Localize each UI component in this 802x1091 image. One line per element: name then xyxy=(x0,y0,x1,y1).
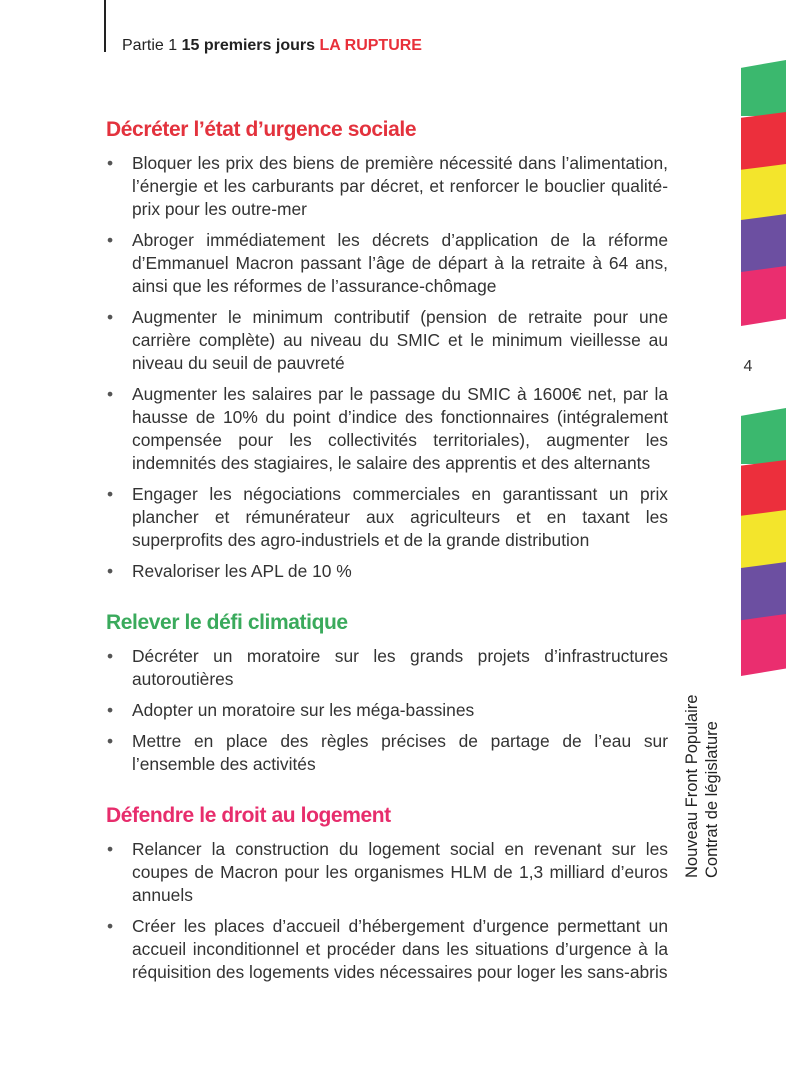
header-accent: LA RUPTURE xyxy=(319,37,422,54)
bullet-list xyxy=(106,645,668,776)
header-rule xyxy=(104,0,106,52)
side-caption-line1: Nouveau Front Populaire xyxy=(683,694,701,878)
running-header xyxy=(122,36,422,56)
section-defi-climatique xyxy=(106,609,668,776)
color-band-purple xyxy=(741,214,786,274)
header-title: 15 premiers jours xyxy=(181,37,315,54)
bullet-list xyxy=(106,838,668,984)
list-item: • Mettre en place des règles précises de partage de l’eau sur l’ensemble des activités xyxy=(106,730,668,776)
section-title: Décréter l’état d’urgence sociale xyxy=(106,118,417,141)
list-item: • Relancer la construction du logement social en revenant sur les coupes de Macron pour les organismes HLM de 1,3 milliard d’euros annuels xyxy=(106,838,668,907)
list-item: • Abroger immédiatement les décrets d’application de la réforme d’Emmanuel Macron passant l’âge de départ à la retraite à 64 ans, ainsi que les réformes de l’assurance-chômage xyxy=(106,229,668,298)
color-band-yellow xyxy=(741,164,786,222)
color-band-pink xyxy=(741,266,786,326)
list-item: • Décréter un moratoire sur les grands projets d’infrastructures autoroutières xyxy=(106,645,668,691)
list-item: • Bloquer les prix des biens de première nécessité dans l’alimentation, l’énergie et les carburants par décret, et renforcer le bouclier qualité-prix pour les outre-mer xyxy=(106,152,668,221)
list-item: • Engager les négociations commerciales en garantissant un prix plancher et rémunérateur aux agriculteurs et en taxant les superprofits des agro-industriels et de la grande distribution xyxy=(106,483,668,552)
section-droit-logement xyxy=(106,802,668,984)
color-band-green xyxy=(741,60,786,116)
section-title: Relever le défi climatique xyxy=(106,611,348,634)
color-band-green-2 xyxy=(741,408,786,464)
page-number: 4 xyxy=(743,358,753,375)
list-item: • Créer les places d’accueil d’hébergement d’urgence permettant un accueil inconditionnel et procéder dans les situations d’urgence à la réquisition des logements vides nécessaires pour loger les sans-abris xyxy=(106,915,668,984)
section-title: Défendre le droit au logement xyxy=(106,804,391,827)
side-caption xyxy=(682,658,722,878)
list-item: • Adopter un moratoire sur les méga-bassines xyxy=(106,699,668,722)
side-caption-line2: Contrat de législature xyxy=(703,721,721,878)
list-item: • Augmenter le minimum contributif (pension de retraite pour une carrière complète) au niveau du SMIC et le minimum vieillesse au niveau du seuil de pauvreté xyxy=(106,306,668,375)
section-urgence-sociale xyxy=(106,116,668,583)
bullet-list xyxy=(106,152,668,583)
color-band-pink-2 xyxy=(741,614,786,676)
header-part: Partie 1 xyxy=(122,37,178,54)
list-item: • Revaloriser les APL de 10 % xyxy=(106,560,668,583)
main-content xyxy=(106,116,668,1010)
color-band-purple-2 xyxy=(741,562,786,622)
color-band-yellow-2 xyxy=(741,510,786,568)
color-band-red-2 xyxy=(741,460,786,516)
list-item: • Augmenter les salaires par le passage du SMIC à 1600€ net, par la hausse de 10% du point d’indice des fonctionnaires (intégralement compensée pour les collectivités territoriales), augmenter les indemnités des stagiaires, le salaire des apprentis et des alternants xyxy=(106,383,668,475)
color-band-red xyxy=(741,112,786,170)
